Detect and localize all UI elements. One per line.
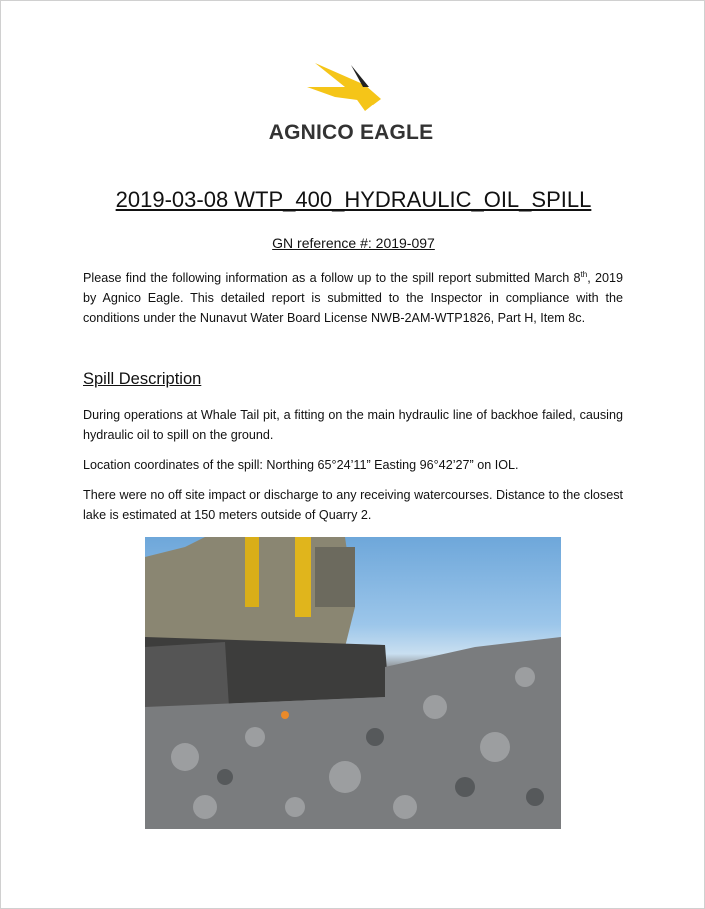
logo-text: AGNICO EAGLE xyxy=(268,121,434,144)
intro-text-rest: , 2019 by Agnico Eagle. This detailed report is submitted to the Inspector in compliance with the conditions under the Nunavut Water Board License NWB-2AM-WTP1826, Part H, Item 8c. xyxy=(83,271,623,326)
gn-reference: GN reference #: 2019-097 xyxy=(272,235,435,251)
agnico-eagle-logo xyxy=(265,59,437,149)
paragraph-location: Location coordinates of the spill: Northing 65°24’11” Easting 96°42’27” on IOL. xyxy=(83,458,519,472)
intro-text: Please find the following information as a follow up to the spill report submitted March 8 xyxy=(83,271,581,286)
section-heading: Spill Description xyxy=(83,370,202,388)
superscript: th xyxy=(580,270,588,279)
document-title: 2019-03-08 WTP_400_HYDRAULIC_OIL_SPILL xyxy=(115,187,592,212)
paragraph-impact: There were no off site impact or discharge to any receiving watercourses. Distance to the closest lake is estimated at 150 meters outside of Quarry 2. xyxy=(83,488,623,522)
excavator-image xyxy=(145,537,561,829)
paragraph-description: During operations at Whale Tail pit, a fitting on the main hydraulic line of backhoe failed, causing hydraulic oil to spill on the ground. xyxy=(83,408,623,442)
intro-paragraph xyxy=(83,265,623,328)
eagle-logo-icon xyxy=(265,59,437,119)
spill-site-photo xyxy=(145,537,561,829)
